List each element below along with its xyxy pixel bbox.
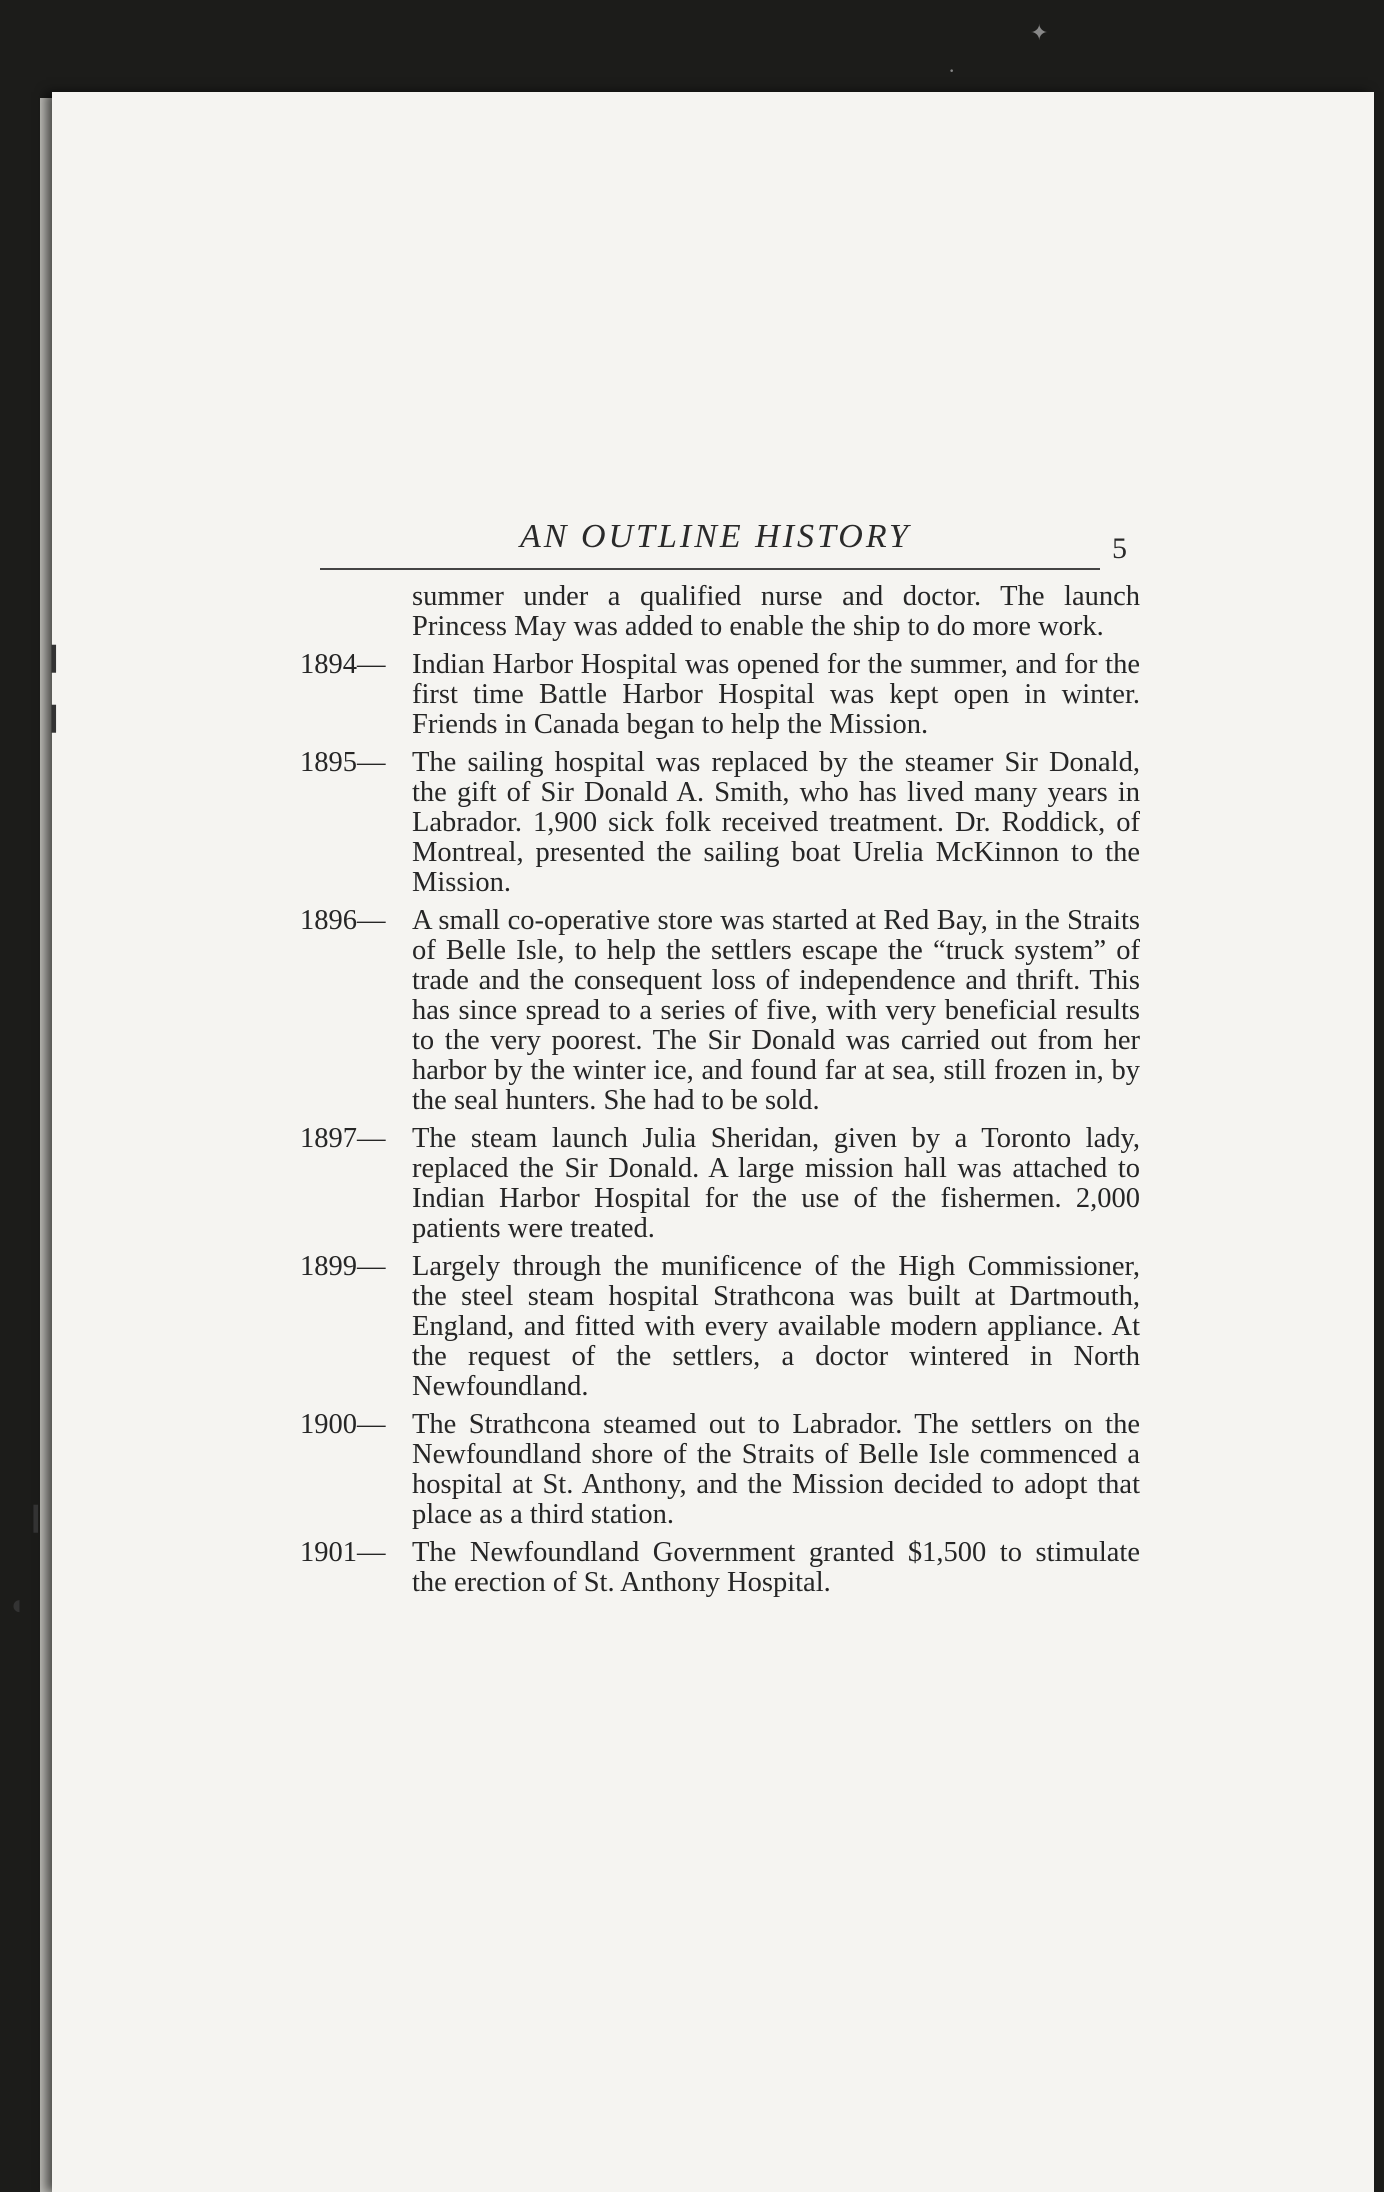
entry-text: summer under a qualified nurse and doctor. The launch Princess May was added to enable the ship to do more work. bbox=[412, 581, 1140, 642]
history-entry bbox=[300, 748, 1140, 898]
entry-year: 1900— bbox=[300, 1409, 386, 1440]
history-entry bbox=[300, 1252, 1140, 1402]
history-entry bbox=[300, 650, 1140, 740]
entry-text: A small co-operative store was started at Red Bay, in the Straits of Belle Isle, to help the settlers escape the “truck system” of trade and the consequent loss of independence and thrift. This has since spread to a series of five, with very beneficial results to the very poorest. The Sir Donald was carried out from her harbor by the winter ice, and found far at sea, still frozen in, by the seal hunters. She had to be sold. bbox=[412, 905, 1140, 1116]
history-entry bbox=[300, 1538, 1140, 1598]
entry-text: The steam launch Julia Sheridan, given by a Toronto lady, replaced the Sir Donald. A large mission hall was attached to Indian Harbor Hospital for the use of the fishermen. 2,000 patients were treated. bbox=[412, 1123, 1140, 1244]
entry-text: The Newfoundland Government granted $1,500 to stimulate the erection of St. Anthony Hospital. bbox=[412, 1537, 1140, 1598]
entry-year: 1895— bbox=[300, 747, 386, 778]
history-entry bbox=[300, 582, 1140, 642]
page-body bbox=[300, 582, 1140, 1606]
header-rule bbox=[320, 568, 1100, 570]
page-number: 5 bbox=[1112, 532, 1127, 565]
entry-year: 1897— bbox=[300, 1123, 386, 1154]
entry-text: Indian Harbor Hospital was opened for the summer, and for the first time Battle Harbor Hospital was kept open in winter. Friends in Canada began to help the Mission. bbox=[412, 649, 1140, 740]
history-entry bbox=[300, 1124, 1140, 1244]
binding-mark: ❙ bbox=[24, 1502, 48, 1533]
running-head: AN OUTLINE HISTORY bbox=[520, 518, 911, 555]
entry-year: 1894— bbox=[300, 649, 386, 680]
entry-text: Largely through the munificence of the High Commissioner, the steel steam hospital Strathcona was built at Dartmouth, England, and fitted with every available modern appliance. At the request of the settlers, a doctor wintered in North Newfoundland. bbox=[412, 1251, 1140, 1402]
entry-year: 1901— bbox=[300, 1537, 386, 1568]
entry-year: 1896— bbox=[300, 905, 386, 936]
dust-speck: ✦ bbox=[1030, 20, 1049, 45]
binding-mark: ❙ bbox=[42, 642, 66, 673]
binding-mark: ◖ bbox=[8, 1590, 25, 1621]
page-edge bbox=[40, 98, 52, 2192]
dust-speck: · bbox=[948, 58, 956, 83]
entry-year: 1899— bbox=[300, 1251, 386, 1282]
history-entry bbox=[300, 1410, 1140, 1530]
entry-text: The sailing hospital was replaced by the steamer Sir Donald, the gift of Sir Donald A. Smith, who has lived many years in Labrador. 1,900 sick folk received treatment. Dr. Roddick, of Montreal, presented the sailing boat Urelia McKinnon to the Mission. bbox=[412, 747, 1140, 898]
history-entry bbox=[300, 906, 1140, 1116]
binding-mark: ❙ bbox=[42, 702, 66, 733]
entry-text: The Strathcona steamed out to Labrador. The settlers on the Newfoundland shore of the Straits of Belle Isle commenced a hospital at St. Anthony, and the Mission decided to adopt that place as a third station. bbox=[412, 1409, 1140, 1530]
